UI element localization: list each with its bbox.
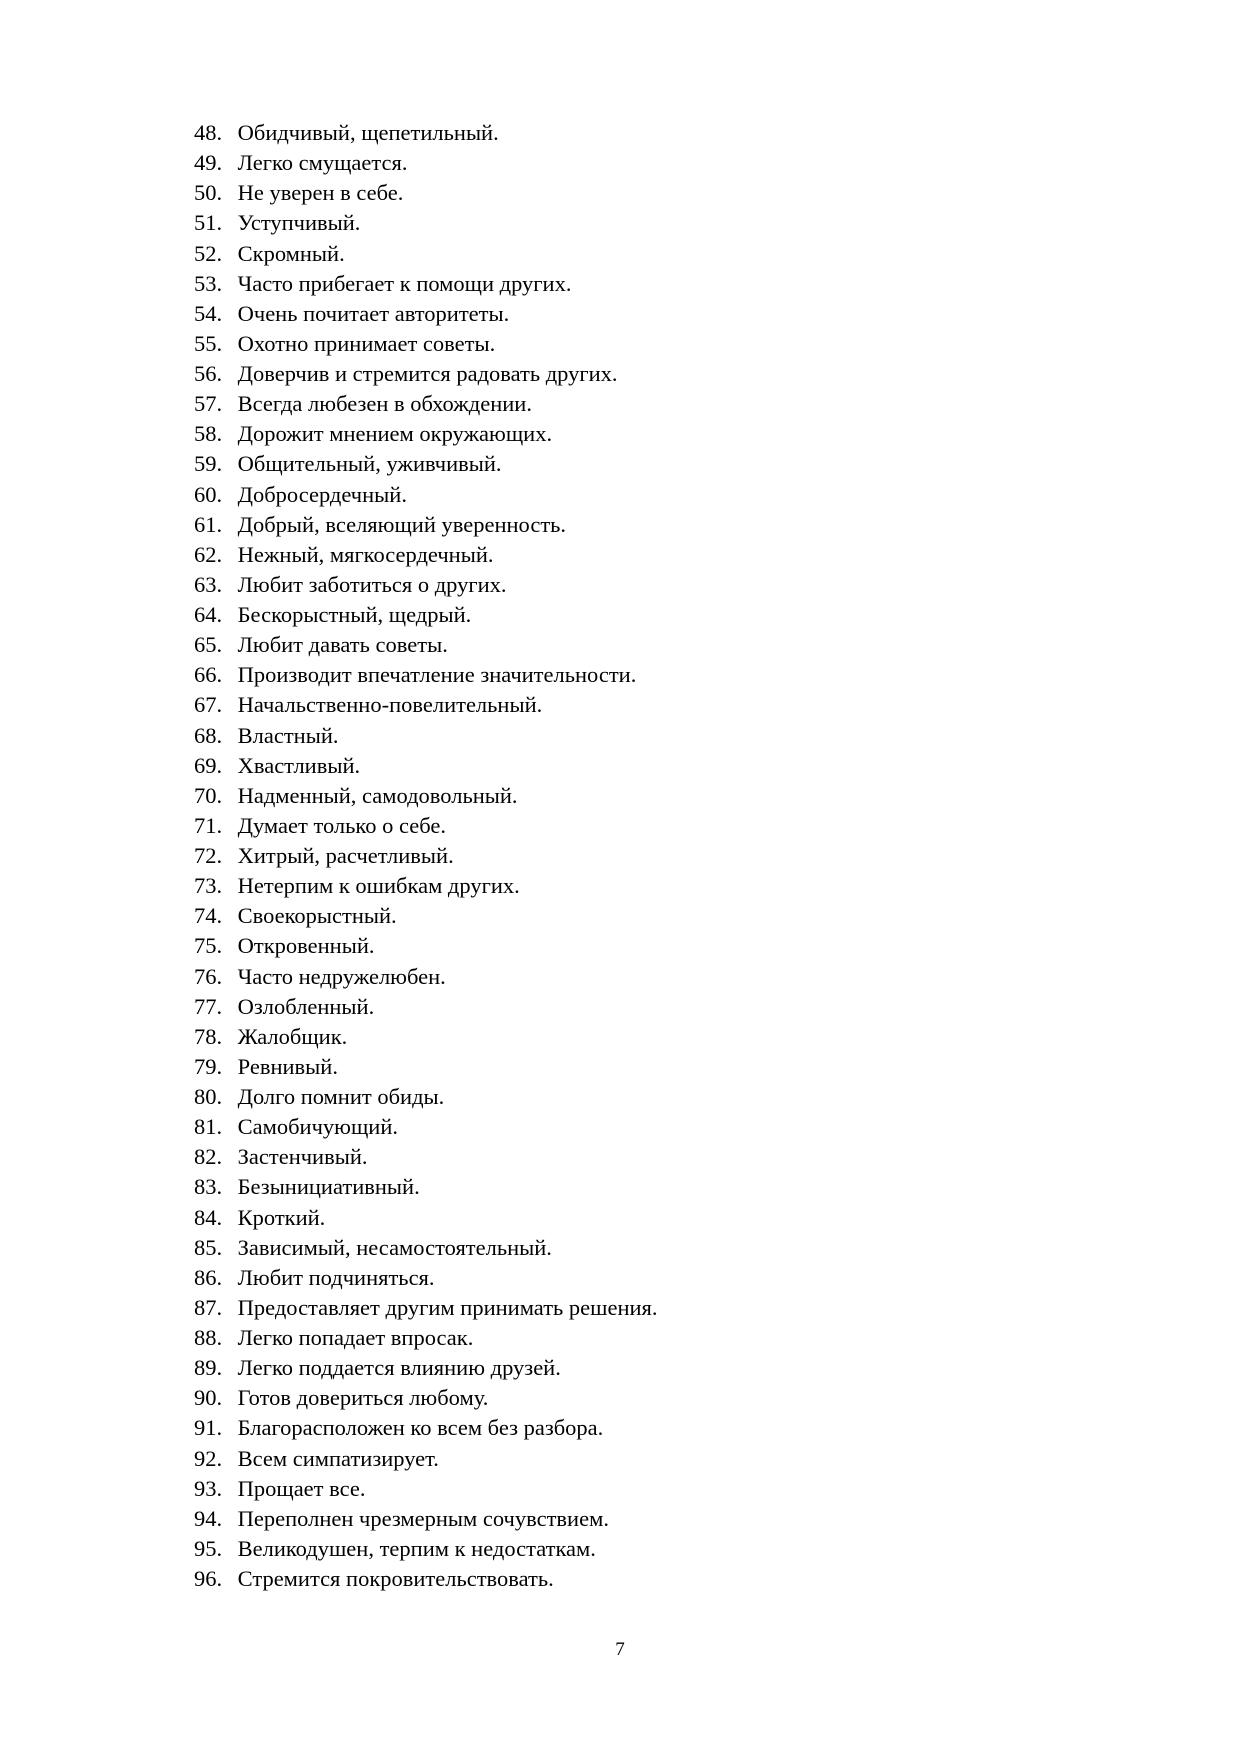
list-item [194, 811, 658, 841]
item-text: Ревнивый. [237, 1053, 338, 1079]
list-item [194, 480, 658, 510]
item-number: 91. [194, 1415, 223, 1441]
item-text: Хитрый, расчетливый. [237, 843, 454, 868]
item-text: Уступчивый. [237, 210, 361, 236]
item-number: 86. [194, 1264, 223, 1290]
list-item [194, 389, 658, 419]
item-text: Переполнен чрезмерным сочувствием. [237, 1505, 609, 1531]
item-text: Охотно принимает советы. [237, 330, 496, 356]
list-item [194, 1172, 658, 1202]
item-number: 50. [194, 180, 223, 206]
item-text: Жалобщик. [237, 1023, 348, 1049]
list-item [194, 449, 658, 479]
item-number: 56. [194, 361, 223, 386]
item-text: Легко поддается влиянию друзей. [237, 1355, 561, 1381]
item-number: 77. [194, 993, 223, 1019]
item-number: 49. [194, 150, 223, 176]
list-item [194, 1112, 658, 1142]
item-number: 69. [194, 752, 223, 778]
item-number: 85. [194, 1234, 223, 1260]
list-item [194, 510, 658, 540]
list-item [194, 148, 658, 178]
item-text: Самобичующий. [237, 1114, 399, 1140]
item-number: 84. [194, 1204, 223, 1230]
item-text: Часто недружелюбен. [237, 963, 446, 989]
list-item [194, 901, 658, 931]
list-item [194, 1383, 658, 1413]
list-item [194, 1413, 658, 1443]
item-number: 79. [194, 1053, 223, 1079]
list-item [194, 1504, 658, 1534]
item-text: Не уверен в себе. [237, 180, 404, 206]
item-text: Прощает все. [237, 1475, 366, 1501]
item-number: 54. [194, 300, 223, 326]
item-number: 74. [194, 903, 223, 929]
item-number: 94. [194, 1505, 223, 1531]
list-item [194, 871, 658, 901]
list-item [194, 359, 658, 389]
list-item [194, 269, 658, 299]
item-text: Общительный, уживчивый. [237, 451, 502, 477]
list-item [194, 751, 658, 781]
item-number: 82. [194, 1144, 223, 1170]
list-item [194, 1293, 658, 1323]
list-item [194, 721, 658, 751]
item-number: 58. [194, 421, 223, 447]
item-text: Стремится покровительствовать. [237, 1566, 554, 1591]
list-item [194, 600, 658, 630]
item-number: 52. [194, 240, 223, 266]
item-number: 67. [194, 692, 223, 718]
item-text: Озлобленный. [237, 993, 375, 1019]
item-text: Любит подчиняться. [237, 1264, 435, 1290]
list-item [194, 419, 658, 449]
list-item [194, 1323, 658, 1353]
item-text: Надменный, самодовольный. [237, 782, 518, 808]
item-number: 73. [194, 873, 223, 899]
item-number: 70. [194, 782, 223, 808]
item-text: Безынициативный. [237, 1174, 420, 1200]
item-text: Легко смущается. [237, 150, 408, 176]
item-number: 59. [194, 451, 223, 477]
item-number: 60. [194, 481, 223, 507]
item-text: Любит давать советы. [237, 632, 448, 658]
list-item [194, 1233, 658, 1263]
questionnaire-list [194, 118, 658, 1594]
item-text: Легко попадает впросак. [237, 1325, 474, 1350]
item-text: Предоставляет другим принимать решения. [237, 1294, 658, 1320]
item-text: Добрый, вселяющий уверенность. [237, 511, 567, 537]
list-item [194, 690, 658, 720]
list-item [194, 540, 658, 570]
item-text: Готов довериться любому. [237, 1385, 489, 1411]
item-text: Властный. [237, 722, 339, 748]
item-number: 64. [194, 602, 223, 627]
item-text: Всем симпатизирует. [237, 1445, 439, 1471]
item-number: 66. [194, 662, 223, 688]
item-number: 53. [194, 270, 223, 296]
item-text: Застенчивый. [237, 1144, 368, 1170]
item-text: Всегда любезен в обхождении. [237, 391, 532, 417]
list-item [194, 1534, 658, 1564]
item-number: 48. [194, 120, 223, 145]
item-text: Нежный, мягкосердечный. [237, 541, 494, 567]
item-number: 87. [194, 1294, 223, 1320]
list-item [194, 660, 658, 690]
item-number: 72. [194, 843, 223, 868]
list-item [194, 1444, 658, 1474]
item-number: 65. [194, 632, 223, 658]
list-item [194, 781, 658, 811]
item-text: Думает только о себе. [237, 812, 446, 838]
list-item [194, 570, 658, 600]
item-text: Производит впечатление значительности. [237, 662, 637, 688]
item-number: 96. [194, 1566, 223, 1591]
list-item [194, 118, 658, 148]
list-item [194, 1353, 658, 1383]
item-number: 95. [194, 1535, 223, 1561]
item-number: 88. [194, 1325, 223, 1350]
item-text: Очень почитает авторитеты. [237, 300, 510, 326]
item-number: 78. [194, 1023, 223, 1049]
item-number: 89. [194, 1355, 223, 1381]
item-number: 93. [194, 1475, 223, 1501]
item-text: Великодушен, терпим к недостаткам. [237, 1535, 596, 1561]
list-item [194, 1052, 658, 1082]
item-number: 76. [194, 963, 223, 989]
list-item [194, 962, 658, 992]
item-text: Часто прибегает к помощи других. [237, 270, 572, 296]
item-text: Скромный. [237, 240, 345, 266]
item-text: Дорожит мнением окружающих. [237, 421, 553, 447]
page-number: 7 [615, 1639, 625, 1660]
item-text: Обидчивый, щепетильный. [237, 120, 499, 145]
item-number: 90. [194, 1385, 223, 1411]
list-item [194, 329, 658, 359]
item-text: Нетерпим к ошибкам других. [237, 873, 520, 899]
item-number: 80. [194, 1084, 223, 1109]
list-item [194, 630, 658, 660]
item-text: Любит заботиться о других. [237, 571, 507, 597]
item-text: Своекорыстный. [237, 903, 397, 929]
item-text: Хвастливый. [237, 752, 361, 778]
list-item [194, 299, 658, 329]
list-item [194, 841, 658, 871]
item-text: Откровенный. [237, 933, 375, 959]
item-text: Бескорыстный, щедрый. [237, 602, 472, 627]
list-item [194, 1203, 658, 1233]
list-item [194, 931, 658, 961]
list-item [194, 1022, 658, 1052]
item-number: 68. [194, 722, 223, 748]
item-text: Зависимый, несамостоятельный. [237, 1234, 552, 1260]
list-item [194, 1564, 658, 1594]
item-number: 75. [194, 933, 223, 959]
item-number: 62. [194, 541, 223, 567]
list-item [194, 1263, 658, 1293]
item-number: 92. [194, 1445, 223, 1471]
list-item [194, 1082, 658, 1112]
item-number: 81. [194, 1114, 223, 1140]
list-item [194, 239, 658, 269]
item-number: 63. [194, 571, 223, 597]
list-item [194, 178, 658, 208]
list-item [194, 1142, 658, 1172]
list-item [194, 208, 658, 238]
item-number: 61. [194, 511, 223, 537]
item-text: Добросердечный. [237, 481, 407, 507]
item-text: Начальственно-повелительный. [237, 692, 543, 718]
item-text: Доверчив и стремится радовать других. [237, 361, 618, 386]
list-item [194, 992, 658, 1022]
item-text: Долго помнит обиды. [237, 1084, 445, 1109]
item-number: 57. [194, 391, 223, 417]
item-number: 71. [194, 812, 223, 838]
item-number: 83. [194, 1174, 223, 1200]
item-number: 55. [194, 330, 223, 356]
item-number: 51. [194, 210, 223, 236]
list-item [194, 1474, 658, 1504]
item-text: Кроткий. [237, 1204, 326, 1230]
item-text: Благорасположен ко всем без разбора. [237, 1415, 604, 1441]
